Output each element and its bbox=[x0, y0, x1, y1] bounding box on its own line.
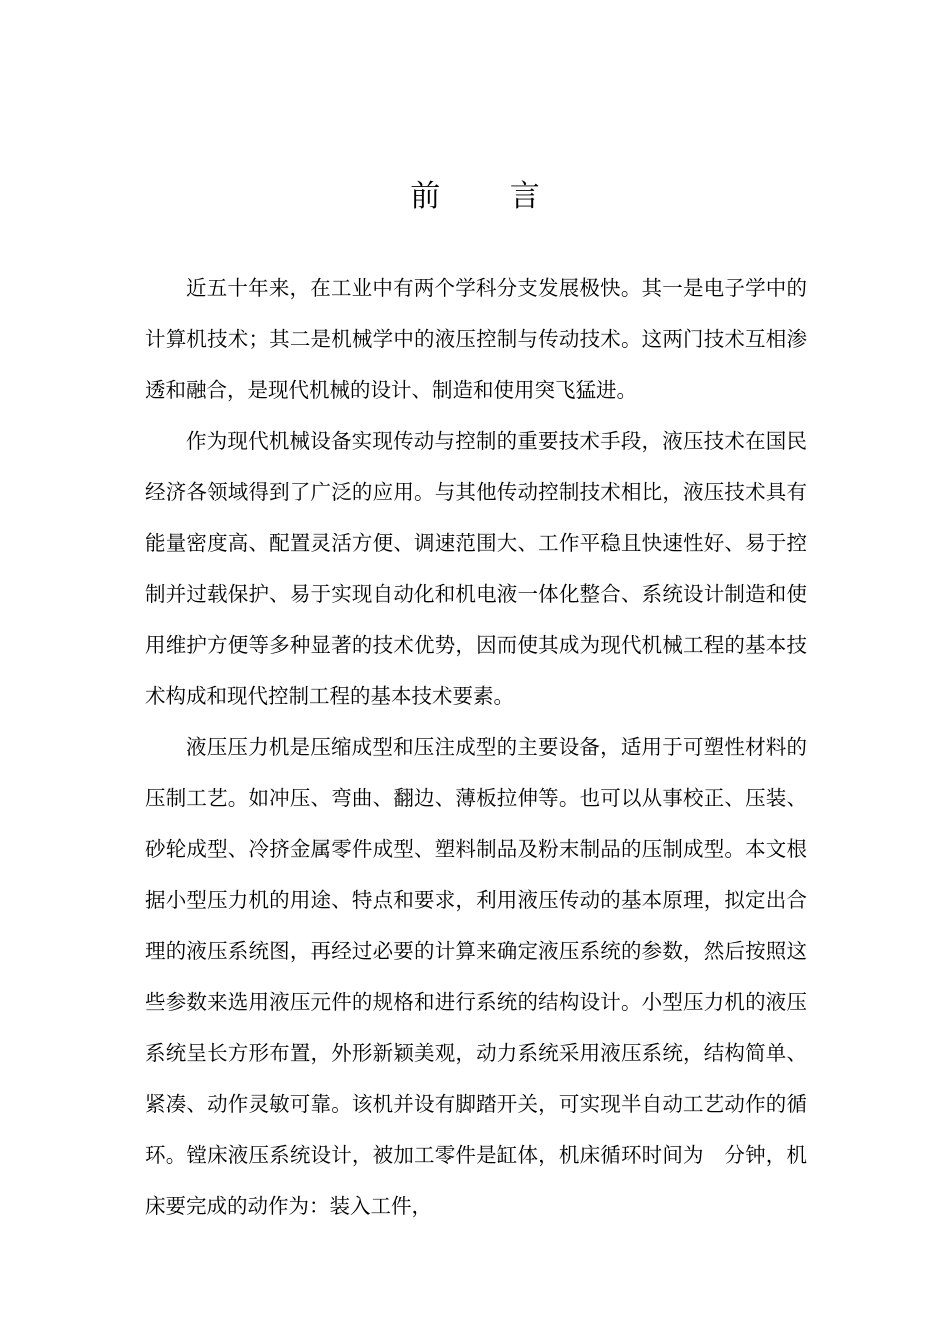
body-text bbox=[145, 263, 807, 1232]
paragraph-2: 作为现代机械设备实现传动与控制的重要技术手段，液压技术在国民经济各领域得到了广泛的应用。与其他传动控制技术相比，液压技术具有能量密度高、配置灵活方便、调速范围大、工作平稳且快速性好、易于控制并过载保护、易于实现自动化和机电液一体化整合、系统设计制造和使用维护方便等多种显著的技术优势，因而使其成为现代机械工程的基本技术构成和现代控制工程的基本技术要素。 bbox=[145, 429, 807, 708]
paragraph-1: 近五十年来，在工业中有两个学科分支发展极快。其一是电子学中的计算机技术；其二是机械学中的液压控制与传动技术。这两门技术互相渗透和融合，是现代机械的设计、制造和使用突飞猛进。 bbox=[145, 276, 807, 402]
page-title: 前 言 bbox=[410, 179, 570, 214]
paragraph-3: 液压压力机是压缩成型和压注成型的主要设备，适用于可塑性材料的压制工艺。如冲压、弯曲、翻边、薄板拉伸等。也可以从事校正、压装、砂轮成型、冷挤金属零件成型、塑料制品及粉末制品的压制成型。本文根据小型压力机的用途、特点和要求，利用液压传动的基本原理，拟定出合理的液压系统图，再经过必要的计算来确定液压系统的参数，然后按照这些参数来选用液压元件的规格和进行系统的结构设计。小型压力机的液压系统呈长方形布置，外形新颖美观，动力系统采用液压系统，结构简单、紧凑、动作灵敏可靠。该机并设有脚踏开关，可实现半自动工艺动作的循环。镗床液压系统设计，被加工零件是缸体，机床循环时间为 分钟，机床要完成的动作为：装入工件， bbox=[145, 735, 807, 1218]
